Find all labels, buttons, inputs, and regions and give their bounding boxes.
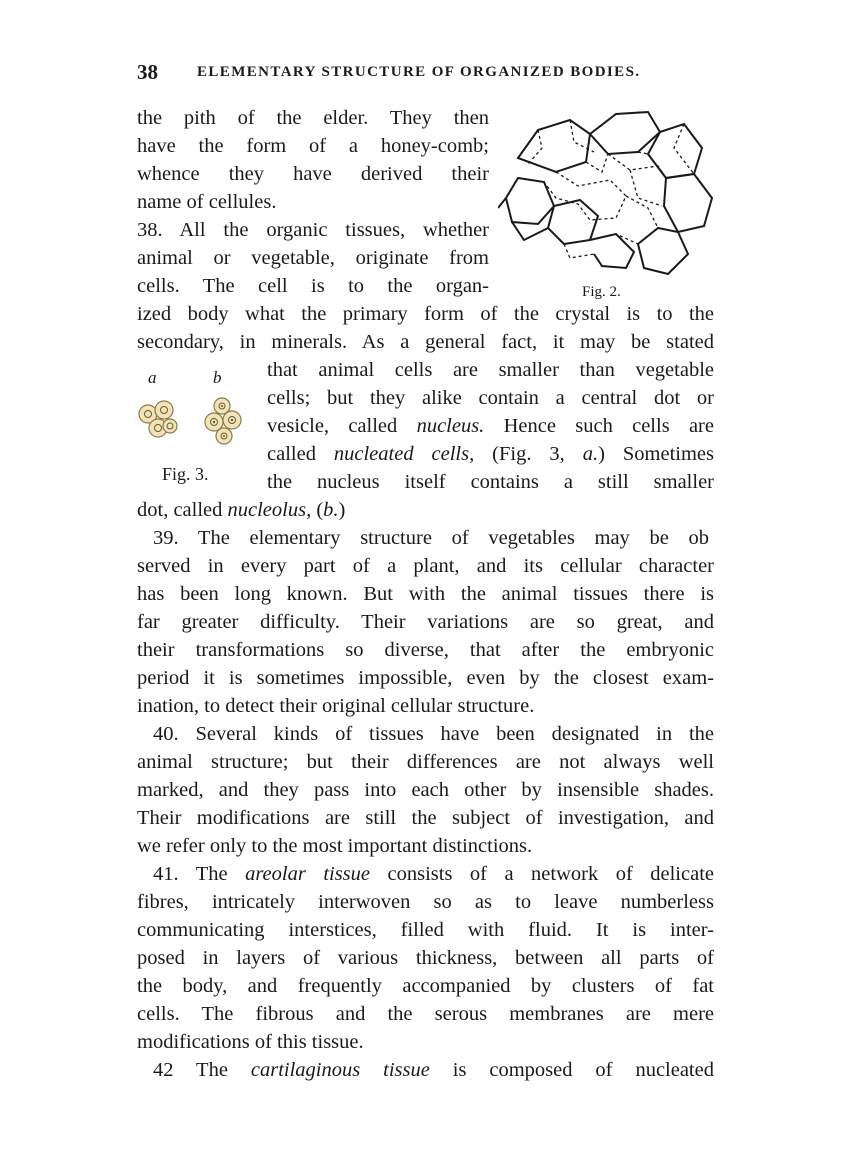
fig3-label-b: b — [213, 368, 222, 387]
page-number: 38 — [137, 60, 158, 84]
text-line: animal structure; but their differences are not always well — [137, 751, 714, 773]
text-line: cells. The cell is to the organ- — [137, 275, 489, 297]
text-line: whence they have derived their — [137, 163, 489, 185]
text-line: their transformations so diverse, that after the embryonic — [137, 639, 714, 661]
running-title: ELEMENTARY STRUCTURE OF ORGANIZED BODIES. — [197, 64, 641, 80]
text-line: marked, and they pass into each other by insensible shades. — [137, 779, 714, 801]
text-line: posed in layers of various thickness, between all parts of — [137, 947, 714, 969]
honeycomb-cells-figure — [498, 108, 720, 280]
text-line: name of cellules. — [137, 191, 277, 213]
text-line: Their modifications are still the subject of investigation, and — [137, 807, 714, 829]
text-line: fibres, intricately interwoven so as to leave numberless — [137, 891, 714, 913]
text-line: 41. The areolar tissue consists of a network of delicate — [153, 863, 714, 885]
text-line: 38. All the organic tissues, whether — [137, 219, 489, 241]
text-line: the body, and frequently accompanied by clusters of fat — [137, 975, 714, 997]
text-line: ination, to detect their original cellular structure. — [137, 695, 535, 717]
text-line: has been long known. But with the animal tissues there is — [137, 583, 714, 605]
text-line: served in every part of a plant, and its cellular character — [137, 555, 714, 577]
text-line: we refer only to the most important distinctions. — [137, 835, 533, 857]
running-header — [137, 62, 717, 86]
text-line: 40. Several kinds of tissues have been designated in the — [153, 723, 714, 745]
text-line: secondary, in minerals. As a general fact, it may be stated — [137, 331, 714, 353]
text-line: 39. The elementary structure of vegetables may be ob — [153, 527, 709, 549]
text-line: 42 The cartilaginous tissue is composed of nucleated — [153, 1059, 714, 1081]
text-line: the pith of the elder. They then — [137, 107, 489, 129]
text-line: called nucleated cells, (Fig. 3, a.) Sometimes — [267, 443, 714, 465]
nucleated-cells-figure — [134, 396, 254, 446]
fig2-caption: Fig. 2. — [582, 284, 621, 300]
text-line: far greater difficulty. Their variations are so great, and — [137, 611, 714, 633]
text-line: modifications of this tissue. — [137, 1031, 364, 1053]
text-line: communicating interstices, filled with fluid. It is inter- — [137, 919, 714, 941]
text-line: dot, called nucleolus, (b.) — [137, 499, 346, 521]
fig3-label-a: a — [148, 368, 157, 387]
text-line: animal or vegetable, originate from — [137, 247, 489, 269]
text-line: have the form of a honey-comb; — [137, 135, 489, 157]
text-line: ized body what the primary form of the crystal is to the — [137, 303, 714, 325]
fig3-caption: Fig. 3. — [162, 464, 209, 484]
text-line: cells; but they alike contain a central dot or — [267, 387, 714, 409]
text-line: vesicle, called nucleus. Hence such cells are — [267, 415, 714, 437]
text-line: period it is sometimes impossible, even by the closest exam- — [137, 667, 714, 689]
text-line: that animal cells are smaller than vegetable — [267, 359, 714, 381]
text-line: the nucleus itself contains a still smaller — [267, 471, 714, 493]
text-line: cells. The fibrous and the serous membranes are mere — [137, 1003, 714, 1025]
